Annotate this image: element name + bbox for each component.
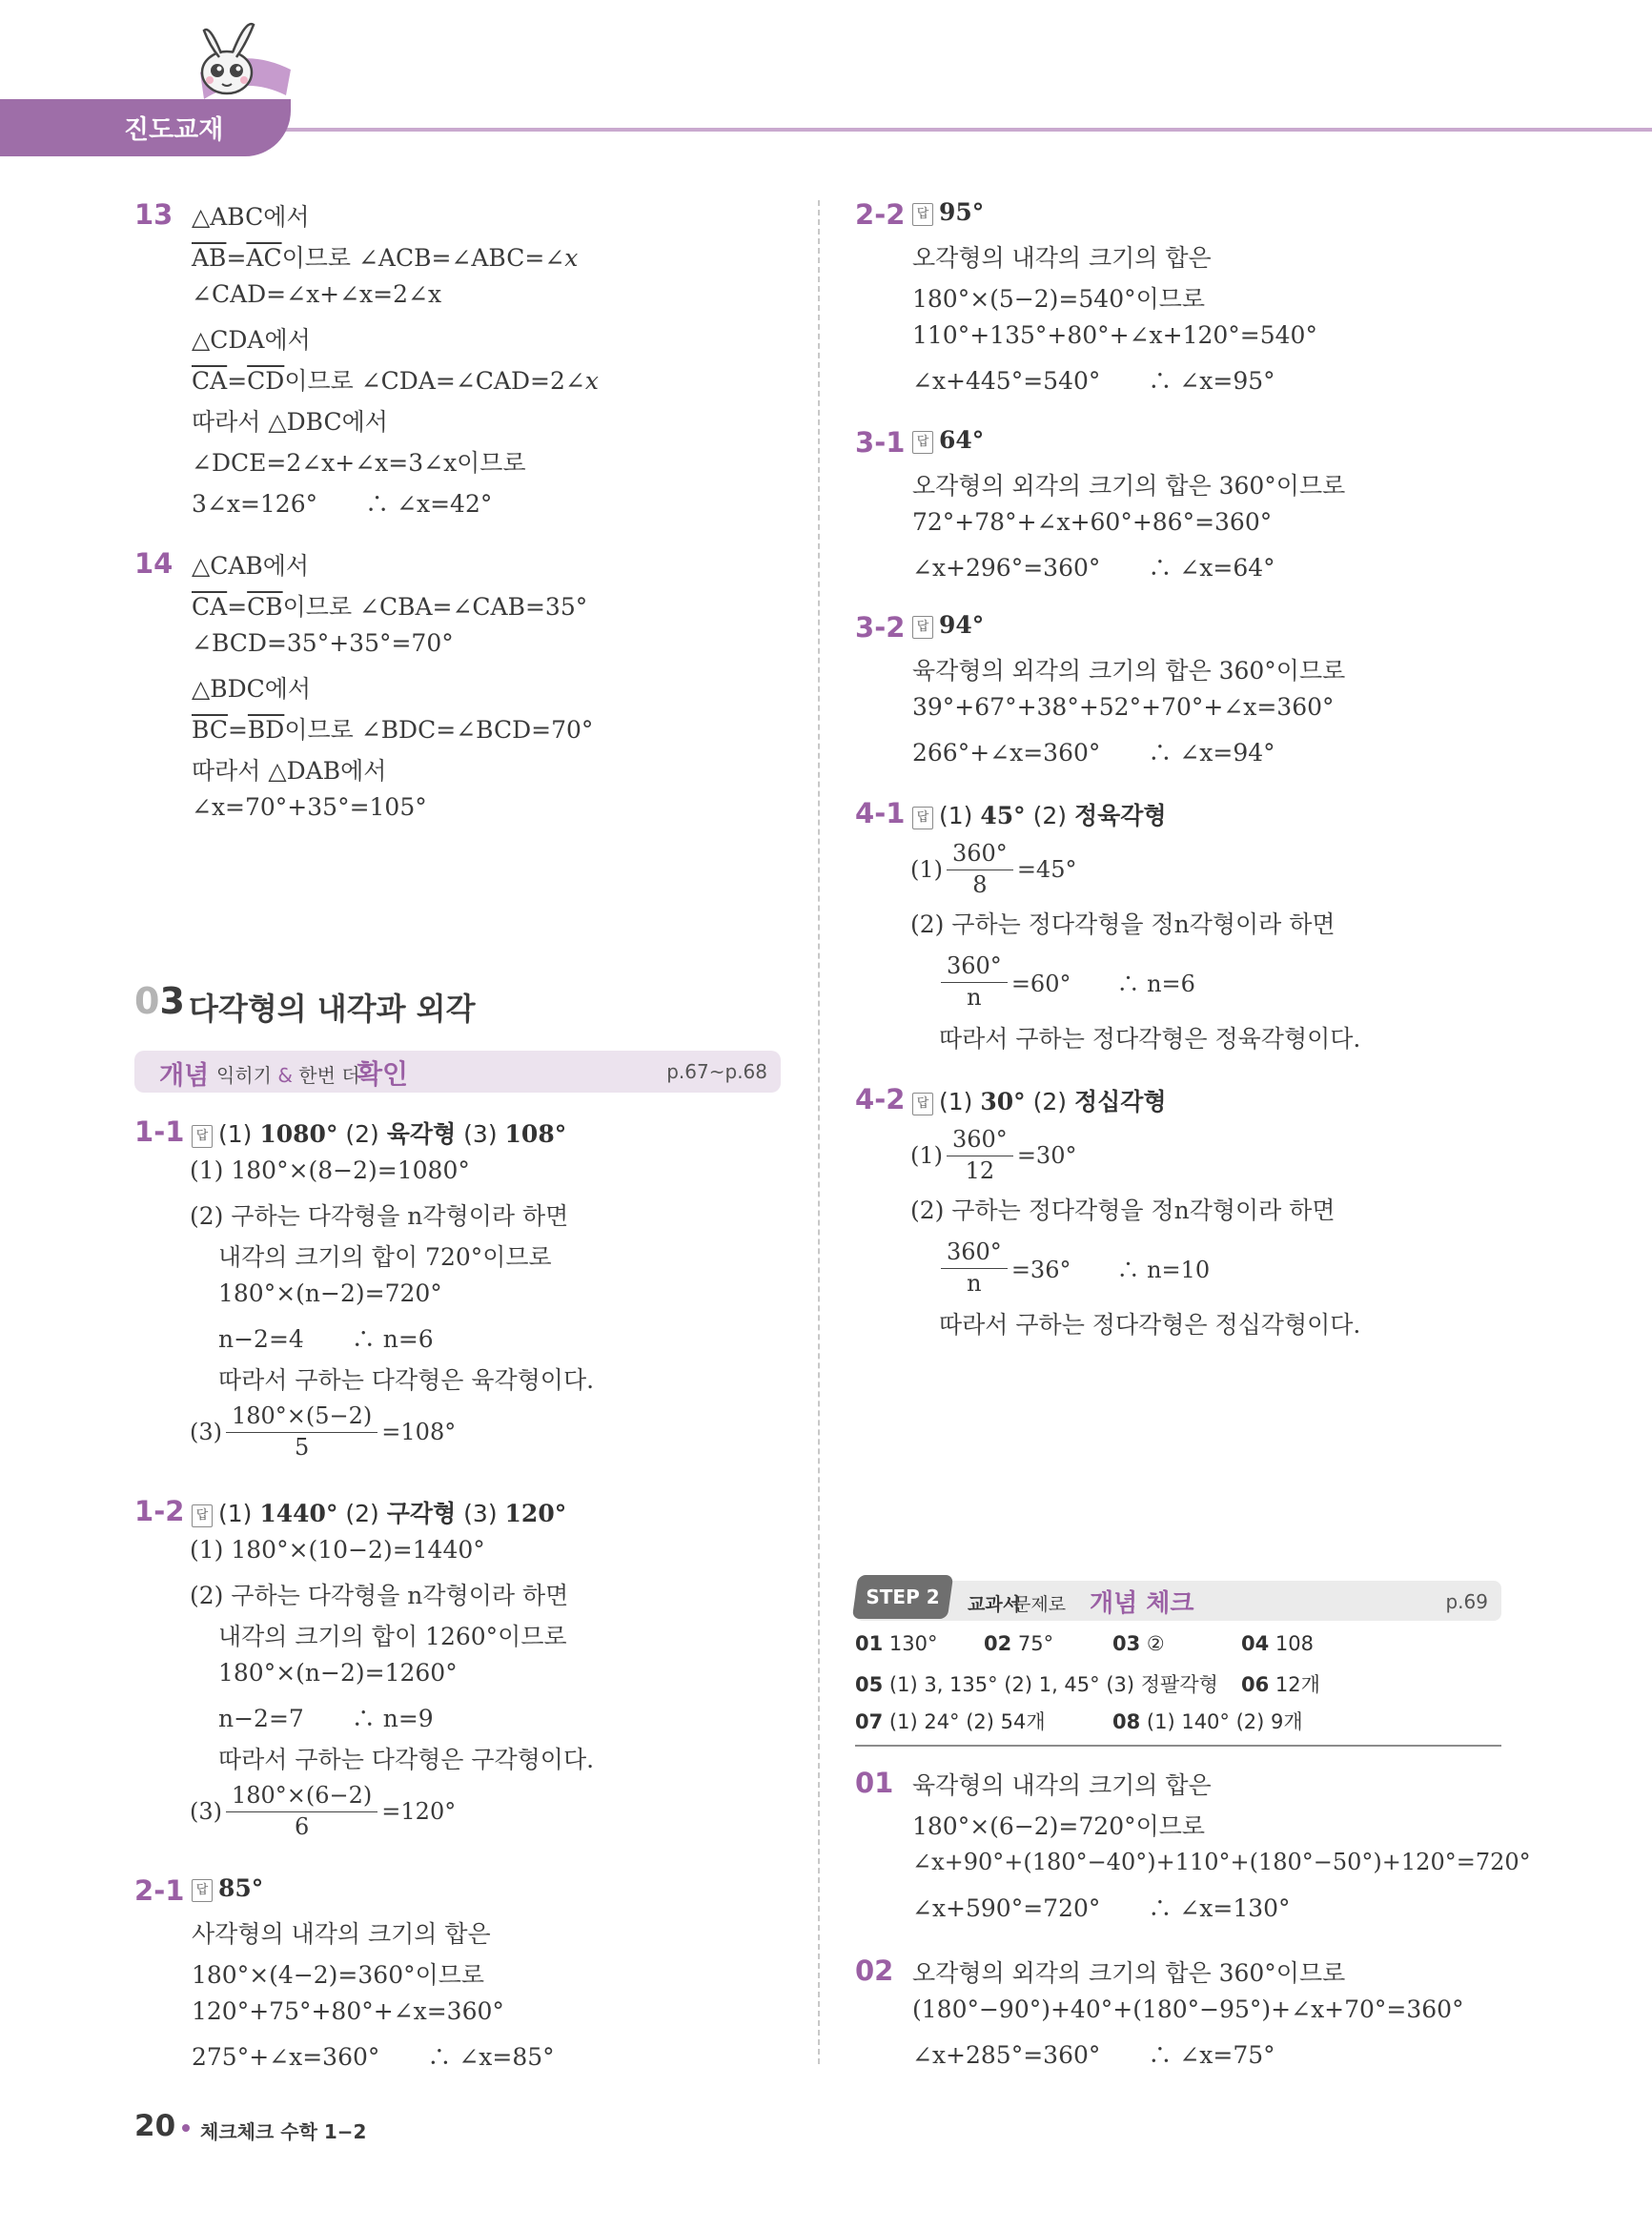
quick-answer-row: [855, 1707, 1501, 1744]
fraction-expression: (3) $\frac{180^\circ\times(6-2)}{6}$ =120°: [190, 1782, 457, 1840]
solution-line: n−2=4 ∴ n=6: [218, 1325, 434, 1353]
solution-line: 180°×(4−2)=360°이므로: [192, 1961, 485, 1989]
solution-line: 내각의 크기의 합이 1260°이므로: [218, 1623, 567, 1650]
overline-segment: $\overline{CA}$: [192, 367, 228, 395]
step2-badge: STEP 2: [852, 1575, 953, 1619]
answer-icon: 답: [912, 616, 933, 639]
solution-line: ∠BCD=35°+35°=70°: [192, 629, 454, 657]
fraction-denominator: 6: [295, 1813, 310, 1840]
solution-line: 따라서 구하는 정다각형은 정육각형이다.: [939, 1025, 1361, 1053]
fraction-numerator: 360°: [941, 951, 1008, 983]
fraction-numerator: 360°: [947, 1125, 1013, 1156]
solution-line: 180°×(n−2)=1260°: [218, 1659, 458, 1687]
solution-line: $\overline{CA}=\overline{CB}$이므로 ∠CBA=∠CAB=35°: [192, 593, 588, 621]
fraction-numerator: 360°: [947, 839, 1013, 870]
solution-line: 39°+67°+38°+52°+70°+∠x=360°: [912, 693, 1335, 721]
fraction-denominator: n: [967, 984, 982, 1011]
problem-number: 2-1: [134, 1874, 185, 1907]
problem-number: 01: [855, 1767, 894, 1799]
solution-line: 따라서 구하는 정다각형은 정십각형이다.: [939, 1311, 1361, 1339]
solution-line: (180°−90°)+40°+(180°−95°)+∠x+70°=360°: [912, 1995, 1464, 2023]
quick-answers: [855, 1632, 1501, 1744]
solution-line: △CDA에서: [192, 326, 311, 354]
answer-summary: 답 94°: [912, 611, 984, 639]
answer-summary: 답 85°: [192, 1874, 263, 1902]
quick-answer: 05 (1) 3, 135° (2) 1, 45° (3) 정팔각형: [855, 1673, 1218, 1696]
solution-line: ∠x+285°=360° ∴ ∠x=75°: [912, 2041, 1275, 2069]
quick-answer-row: [855, 1669, 1501, 1707]
rabbit-mascot-icon: [191, 17, 296, 113]
header-tab-label: 진도교재: [124, 115, 224, 145]
step2-label-problems: 문제로: [1013, 1594, 1067, 1615]
solution-line: ∠CAD=∠x+∠x=2∠x: [192, 280, 442, 308]
solution-line: 내각의 크기의 합이 720°이므로: [218, 1243, 552, 1271]
solution-line: 오각형의 외각의 크기의 합은 360°이므로: [912, 472, 1346, 500]
answer-summary: 답 95°: [912, 198, 984, 226]
solution-line: $\overline{AB}=\overline{AC}$이므로 ∠ACB=∠ABC=∠x: [192, 244, 579, 272]
solution-line: 오각형의 내각의 크기의 합은: [912, 244, 1212, 272]
solution-line: 120°+75°+80°+∠x=360°: [192, 1997, 504, 2025]
answer-icon: 답: [912, 1093, 933, 1115]
solution-line: 110°+135°+80°+∠x+120°=540°: [912, 321, 1317, 349]
solution-line: ∠x=70°+35°=105°: [192, 793, 427, 821]
answer-icon: 답: [912, 203, 933, 226]
fraction-expression: $\frac{360^\circ}{n}$ =36° ∴ n=10: [937, 1238, 1210, 1298]
fraction-expression: (1) $\frac{360^\circ}{8}$ =45°: [910, 840, 1077, 898]
step2-title: 개념 체크: [1090, 1589, 1194, 1618]
problem-number: 2-2: [855, 198, 906, 231]
solution-line: (1) 180°×(10−2)=1440°: [190, 1536, 485, 1564]
solution-line: 180°×(5−2)=540°이므로: [912, 285, 1206, 313]
problem-number: 3-2: [855, 611, 906, 644]
solution-line: 따라서 구하는 다각형은 구각형이다.: [218, 1746, 595, 1773]
answer-summary: 답 (1) 45° (2) 정육각형: [912, 797, 1167, 831]
concept-confirm-label: 확인: [357, 1058, 409, 1090]
solution-line: 육각형의 외각의 크기의 합은 360°이므로: [912, 657, 1346, 685]
fraction-expression: (3) $\frac{180^\circ\times(5-2)}{5}$ =108°: [190, 1402, 457, 1461]
solution-line: 따라서 △DAB에서: [192, 757, 387, 785]
page-number: 20: [134, 2109, 176, 2143]
overline-segment: $\overline{CA}$: [192, 593, 228, 621]
fraction-expression: (1) $\frac{360^\circ}{12}$ =30°: [910, 1126, 1077, 1184]
quick-answer: 07 (1) 24° (2) 54개: [855, 1710, 1046, 1733]
solution-line: ∠x+296°=360° ∴ ∠x=64°: [912, 554, 1275, 582]
quick-answer-rule: [855, 1745, 1501, 1747]
solution-line: (2) 구하는 정다각형을 정n각형이라 하면: [910, 910, 1336, 938]
overline-segment: $\overline{BC}$: [192, 716, 228, 744]
page-reference: p.67~p.68: [666, 1060, 767, 1083]
answer-icon: 답: [912, 807, 933, 829]
overline-segment: $\overline{AC}$: [246, 244, 282, 272]
solution-line: △ABC에서: [192, 203, 310, 231]
solution-line: 180°×(6−2)=720°이므로: [912, 1812, 1206, 1840]
problem-number: 02: [855, 1954, 894, 1987]
solution-line: ∠x+90°+(180°−40°)+110°+(180°−50°)+120°=720°: [912, 1849, 1531, 1875]
problem-number: 3-1: [855, 426, 906, 459]
solution-line: 266°+∠x=360° ∴ ∠x=94°: [912, 739, 1275, 767]
quick-answer: 03 ②: [1112, 1632, 1165, 1655]
book-title: 체크체크 수학 1−2: [200, 2120, 367, 2143]
answer-summary: 답 (1) 1440° (2) 구각형 (3) 120°: [192, 1495, 566, 1529]
concept-label: 개념: [159, 1061, 210, 1091]
solution-line: (2) 구하는 다각형을 n각형이라 하면: [190, 1582, 569, 1609]
solution-line: △CAB에서: [192, 552, 310, 580]
answer-icon: 답: [912, 431, 933, 454]
answer-summary: 답 64°: [912, 426, 984, 454]
quick-answer: 04 108: [1241, 1632, 1314, 1655]
section-title: 다각형의 내각과 외각: [189, 991, 476, 1027]
concept-check-bar: [134, 1051, 781, 1093]
solution-line: 180°×(n−2)=720°: [218, 1279, 442, 1307]
solution-line: 275°+∠x=360° ∴ ∠x=85°: [192, 2043, 555, 2071]
solution-line: 따라서 구하는 다각형은 육각형이다.: [218, 1366, 595, 1394]
quick-answer-row: [855, 1632, 1501, 1669]
solution-line: (2) 구하는 다각형을 n각형이라 하면: [190, 1202, 569, 1230]
solution-line: 사각형의 내각의 크기의 합은: [192, 1920, 491, 1948]
solution-line: 오각형의 외각의 크기의 합은 360°이므로: [912, 1959, 1346, 1987]
fraction-denominator: 8: [972, 871, 988, 898]
fraction-numerator: 360°: [941, 1238, 1008, 1269]
concept-sublabel: 익히기 & 한번 더: [216, 1064, 360, 1087]
solution-line: (1) 180°×(8−2)=1080°: [190, 1156, 470, 1184]
solution-line: $\overline{BC}=\overline{BD}$이므로 ∠BDC=∠BCD=70°: [192, 716, 594, 744]
fraction-denominator: 12: [965, 1157, 995, 1184]
solution-line: 따라서 △DBC에서: [192, 408, 388, 436]
problem-number: 4-1: [855, 797, 906, 829]
solution-line: n−2=7 ∴ n=9: [218, 1705, 434, 1732]
footer-dot: [182, 2124, 190, 2132]
answer-icon: 답: [192, 1504, 213, 1527]
step2-label-textbook: 교과서: [968, 1594, 1021, 1615]
solution-line: $\overline{CA}=\overline{CD}$이므로 ∠CDA=∠CAD=2∠x: [192, 367, 599, 395]
solution-line: 3∠x=126° ∴ ∠x=42°: [192, 490, 493, 518]
problem-number: 13: [134, 198, 173, 231]
problem-number: 1-2: [134, 1495, 185, 1527]
solution-line: ∠x+590°=720° ∴ ∠x=130°: [912, 1894, 1291, 1922]
fraction-expression: $\frac{360^\circ}{n}$ =60° ∴ n=6: [937, 951, 1195, 1012]
fraction-denominator: 5: [295, 1434, 310, 1461]
answer-icon: 답: [192, 1879, 213, 1902]
solution-line: △BDC에서: [192, 675, 312, 703]
quick-answer: 08 (1) 140° (2) 9개: [1112, 1710, 1303, 1733]
fraction-numerator: 180°×(6−2): [226, 1781, 377, 1812]
quick-answer: 02 75°: [984, 1632, 1054, 1655]
problem-number: 1-1: [134, 1115, 185, 1148]
quick-answer: 01 130°: [855, 1632, 938, 1655]
column-divider: [818, 200, 820, 2064]
problem-number: 14: [134, 547, 173, 580]
solution-line: ∠x+445°=540° ∴ ∠x=95°: [912, 367, 1275, 395]
overline-segment: $\overline{CD}$: [247, 367, 285, 395]
fraction-denominator: n: [967, 1270, 982, 1297]
answer-icon: 답: [192, 1125, 213, 1148]
solution-line: 육각형의 내각의 크기의 합은: [912, 1771, 1212, 1799]
section-number: 03: [134, 980, 185, 1022]
solution-line: (2) 구하는 정다각형을 정n각형이라 하면: [910, 1197, 1336, 1224]
overline-segment: $\overline{CB}$: [247, 593, 283, 621]
answer-summary: 답 (1) 30° (2) 정십각형: [912, 1083, 1167, 1117]
overline-segment: $\overline{AB}$: [192, 244, 227, 272]
fraction-numerator: 180°×(5−2): [226, 1401, 377, 1433]
page-reference: p.69: [1445, 1590, 1488, 1613]
solution-line: 72°+78°+∠x+60°+86°=360°: [912, 508, 1273, 536]
step2-bar: [855, 1581, 1501, 1621]
answer-summary: 답 (1) 1080° (2) 육각형 (3) 108°: [192, 1115, 566, 1150]
quick-answer: 06 12개: [1241, 1673, 1320, 1696]
problem-number: 4-2: [855, 1083, 906, 1115]
solution-line: ∠DCE=2∠x+∠x=3∠x이므로: [192, 449, 526, 477]
overline-segment: $\overline{BD}$: [247, 716, 285, 744]
